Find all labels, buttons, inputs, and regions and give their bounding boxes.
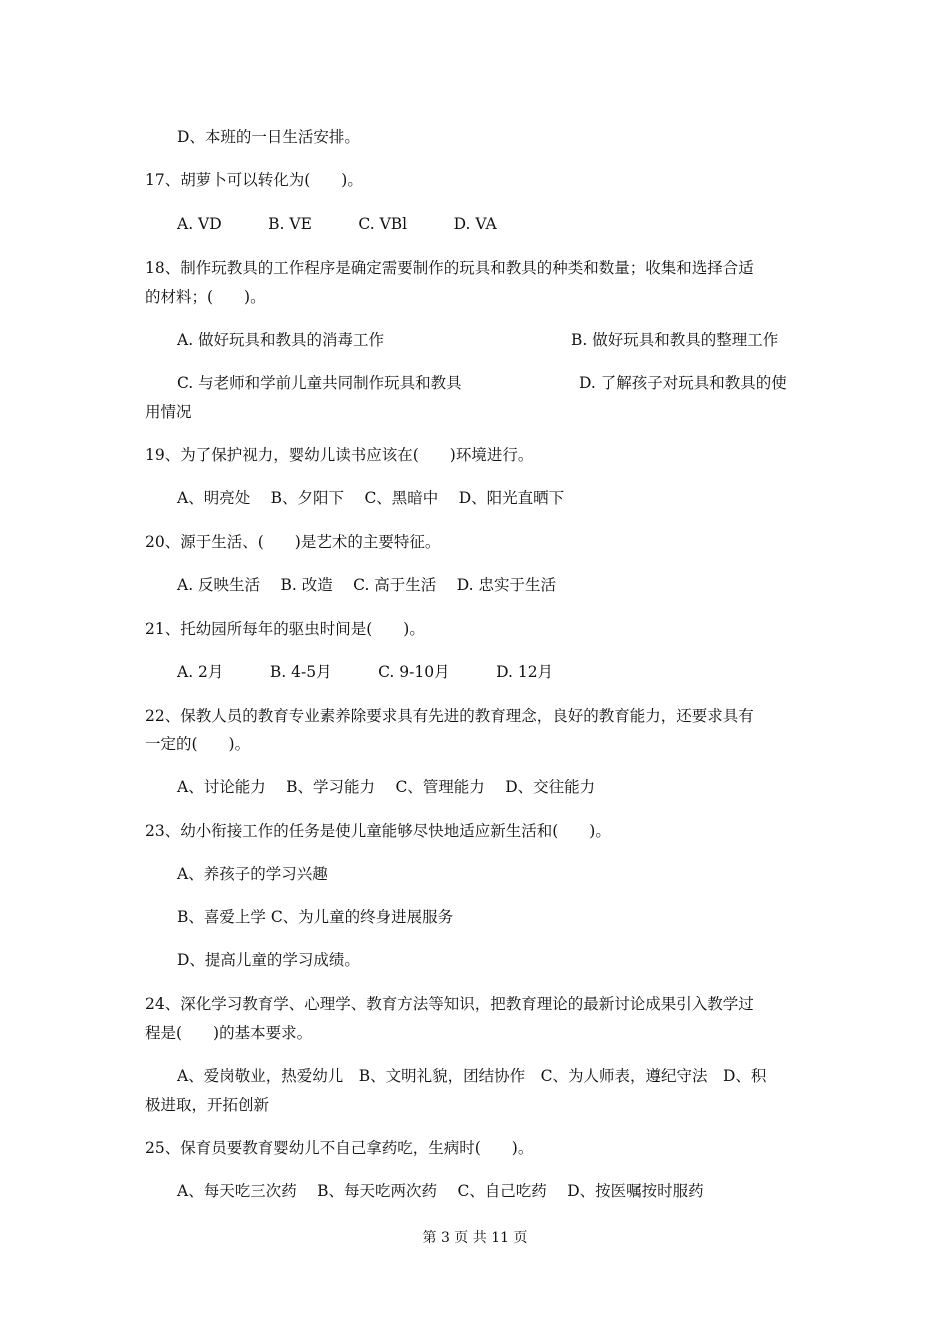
question-24-line2: 程是( )的基本要求。 xyxy=(145,1024,313,1042)
question-17: 17、胡萝卜可以转化为( )。 xyxy=(145,171,363,189)
q21-options: A. 2月 B. 4-5月 C. 9-10月 D. 12月 xyxy=(177,663,554,681)
question-25: 25、保育员要教育婴幼儿不自己拿药吃，生病时( )。 xyxy=(145,1139,534,1157)
q22-options: A、讨论能力 B、学习能力 C、管理能力 D、交往能力 xyxy=(177,778,596,796)
q24-options-cont: 极进取，开拓创新 xyxy=(145,1096,270,1114)
q18-option-a: A. 做好玩具和教具的消毒工作 xyxy=(177,331,385,349)
question-18-line1: 18、制作玩教具的工作程序是确定需要制作的玩具和教具的种类和数量；收集和选择合适 xyxy=(145,259,754,277)
q25-options: A、每天吃三次药 B、每天吃两次药 C、自己吃药 D、按医嘱按时服药 xyxy=(177,1182,704,1200)
q23-option-a: A、养孩子的学习兴趣 xyxy=(177,865,328,883)
q18-option-c: C. 与老师和学前儿童共同制作玩具和教具 xyxy=(177,374,462,392)
q23-option-d: D、提高儿童的学习成绩。 xyxy=(177,951,360,969)
q16-option-d: D、本班的一日生活安排。 xyxy=(177,128,360,146)
question-22-line1: 22、保教人员的教育专业素养除要求具有先进的教育理念，良好的教育能力，还要求具有 xyxy=(145,707,754,725)
q23-option-b-c: B、喜爱上学 C、为儿童的终身进展服务 xyxy=(177,908,454,926)
q18-option-d-cont: 用情况 xyxy=(145,403,192,421)
question-20: 20、源于生活、( )是艺术的主要特征。 xyxy=(145,533,441,551)
page-footer: 第 3 页 共 11 页 xyxy=(422,1230,528,1246)
question-24-line1: 24、深化学习教育学、心理学、教育方法等知识，把教育理论的最新讨论成果引入教学过 xyxy=(145,995,754,1013)
q20-options: A. 反映生活 B. 改造 C. 高于生活 D. 忠实于生活 xyxy=(177,576,556,594)
q24-options: A、爱岗敬业，热爱幼儿 B、文明礼貌，团结协作 C、为人师表，遵纪守法 D、积 xyxy=(177,1067,767,1085)
q17-options: A. VD B. VE C. VBl D. VA xyxy=(177,215,497,233)
question-23: 23、幼小衔接工作的任务是使儿童能够尽快地适应新生活和( )。 xyxy=(145,822,611,840)
question-19: 19、为了保护视力，婴幼儿读书应该在( )环境进行。 xyxy=(145,446,534,464)
question-21: 21、托幼园所每年的驱虫时间是( )。 xyxy=(145,620,425,638)
q18-option-b: B. 做好玩具和教具的整理工作 xyxy=(571,331,779,349)
question-18-line2: 的材料；( )。 xyxy=(145,288,266,306)
q18-option-d: D. 了解孩子对玩具和教具的使 xyxy=(579,374,787,392)
q19-options: A、明亮处 B、夕阳下 C、黑暗中 D、阳光直晒下 xyxy=(177,489,565,507)
question-22-line2: 一定的( )。 xyxy=(145,735,251,753)
